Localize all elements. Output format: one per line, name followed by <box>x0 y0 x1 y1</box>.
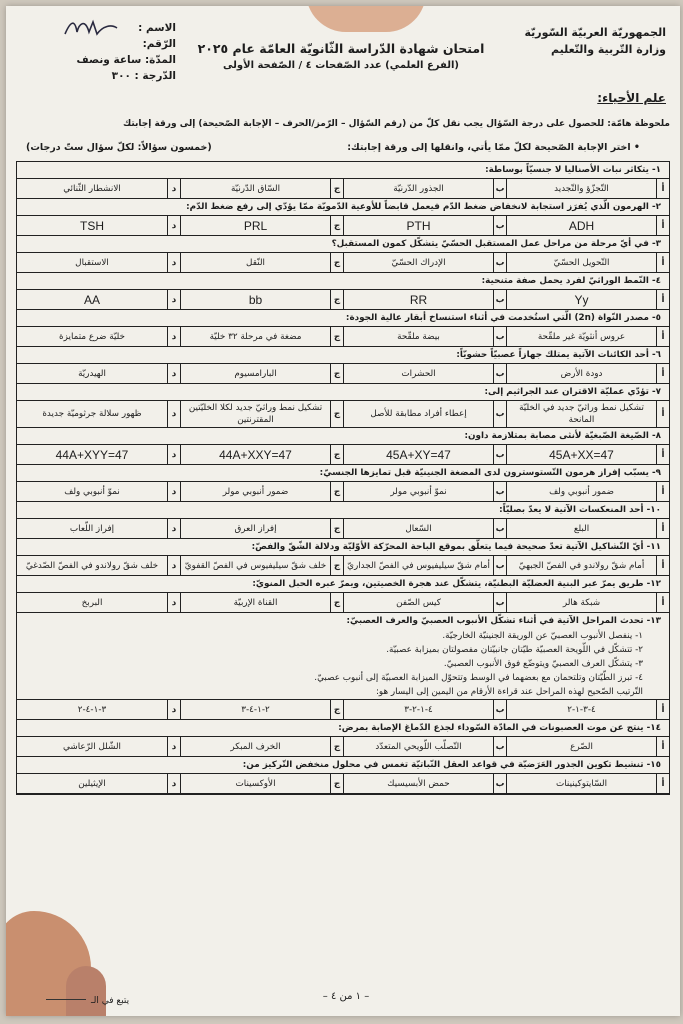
option-cell[interactable] <box>17 519 180 538</box>
question-text: ٢- الهرمون الّذي يُفرَز استجابة لانخفاض ضغط الدّم فيعمل قابضاً للأوعية الدّمويّة ممّا يؤدّي إلى رفع ضغط الدّم: <box>186 202 661 212</box>
option-cell[interactable] <box>180 179 343 198</box>
question <box>17 502 669 539</box>
option-text: PTH <box>343 216 493 235</box>
option-text: الإدراك الحسّيّ <box>343 253 493 272</box>
option-letter: ب <box>493 774 506 793</box>
option-letter: ج <box>330 774 343 793</box>
option-cell[interactable] <box>343 327 506 346</box>
question <box>17 347 669 384</box>
option-text: تشكيل نمط وراثيّ جديد في الخليّة المانحة <box>506 401 656 427</box>
option-text: ٤-٣-١-٢ <box>506 700 656 719</box>
option-letter: د <box>167 593 180 612</box>
option-cell[interactable] <box>17 290 180 309</box>
option-cell[interactable] <box>180 445 343 464</box>
question-text: ١٠- أحد المنعكسات الآتية لا يعدّ بصليّاً: <box>499 505 661 515</box>
options-row <box>17 481 669 501</box>
option-letter: أ <box>656 327 669 346</box>
option-cell[interactable] <box>180 401 343 427</box>
option-cell[interactable] <box>180 253 343 272</box>
option-text: الشّلل الرّعاشي <box>63 741 121 752</box>
subject-title: علم الأحياء: <box>597 91 666 105</box>
option-text: السّايتوكينينات <box>506 774 656 793</box>
option-text: الحشرات <box>343 364 493 383</box>
option-letter: ب <box>493 253 506 272</box>
option-letter: ج <box>330 401 343 427</box>
option-letter: ج <box>330 253 343 272</box>
option-letter: أ <box>656 253 669 272</box>
option-letter: ب <box>493 327 506 346</box>
option-cell[interactable] <box>343 253 506 272</box>
question-step: ٣- يتشكّل العرف العصبيّ ويتوضّع فوق الأنبوب العصبيّ. <box>443 659 643 669</box>
question-text: ١٤- ينتج عن موت العصبونات في المادّة السّوداء لجذع الدّماغ الإصابة بمرض: <box>338 723 661 733</box>
option-cell[interactable] <box>343 482 506 501</box>
options-row <box>17 252 669 272</box>
option-cell[interactable] <box>180 482 343 501</box>
option-text: التّحويل الحسّيّ <box>506 253 656 272</box>
option-letter: د <box>167 737 180 756</box>
option-text: الخرف المبكر <box>180 737 330 756</box>
option-text: البلع <box>506 519 656 538</box>
option-text: نموّ أنبوبي مولر <box>343 482 493 501</box>
option-text: أمام شقّ رولاندو في الفصّ الجبهيّ <box>506 556 656 575</box>
finger-bottom-left-2 <box>66 966 106 1016</box>
option-letter: د <box>167 327 180 346</box>
option-cell[interactable] <box>506 364 669 383</box>
option-letter: ب <box>493 290 506 309</box>
option-text: الأوكسينات <box>180 774 330 793</box>
option-text: إفراز العرق <box>180 519 330 538</box>
option-text: مضغة في مرحلة ٣٢ خليّة <box>180 327 330 346</box>
header-center <box>176 40 506 74</box>
option-cell[interactable] <box>506 216 669 235</box>
option-letter: أ <box>656 179 669 198</box>
option-text: القناة الإربيّة <box>180 593 330 612</box>
question <box>17 576 669 613</box>
option-cell[interactable] <box>17 593 180 612</box>
option-cell[interactable] <box>17 737 180 756</box>
option-letter: د <box>167 253 180 272</box>
question-step: ٢- تتشكّل في اللّويحة العصبيّة طيّتان جانبيّتان مفصولتان بميزابة عصبيّة. <box>386 645 643 655</box>
option-cell[interactable] <box>180 290 343 309</box>
option-cell[interactable] <box>343 519 506 538</box>
option-cell[interactable] <box>180 216 343 235</box>
option-letter: ج <box>330 445 343 464</box>
option-letter: ب <box>493 737 506 756</box>
option-cell[interactable] <box>343 737 506 756</box>
option-letter: ج <box>330 593 343 612</box>
option-text: خلف شقّ سيليفيوس في الفصّ القفويّ <box>180 556 330 575</box>
option-letter: ج <box>330 179 343 198</box>
options-row <box>17 773 669 793</box>
option-letter: أ <box>656 737 669 756</box>
question-text: ٣- في أيّ مرحلة من مراحل عمل المستقبل الحسّيّ يتشكّل كمون المستقبل؟ <box>331 239 661 249</box>
page-number: – ١ من ٤ – <box>322 991 370 1002</box>
question <box>17 613 669 720</box>
option-letter: ج <box>330 216 343 235</box>
finger-shadow-top <box>306 6 426 32</box>
name-label: الاسم : <box>138 22 176 34</box>
question-text: ٦- أحد الكائنات الآتية يمتلك جهازاً عصبيّاً حشويّاً: <box>456 350 661 360</box>
option-cell[interactable] <box>180 556 343 575</box>
option-text: الصّرع <box>506 737 656 756</box>
option-letter: ب <box>493 364 506 383</box>
option-text: الانشطار الثّنائي <box>63 183 121 194</box>
question-text: ٤- النّمط الوراثيّ لفرد يحمل صفة متنحية: <box>481 276 661 286</box>
option-text: PRL <box>180 216 330 235</box>
option-text: AA <box>83 292 100 307</box>
options-row <box>17 518 669 538</box>
option-cell[interactable] <box>343 774 506 793</box>
option-cell[interactable] <box>506 401 669 427</box>
question <box>17 757 669 794</box>
option-text: كيس الصّفن <box>343 593 493 612</box>
option-cell[interactable] <box>506 556 669 575</box>
option-letter: ب <box>493 445 506 464</box>
option-letter: د <box>167 556 180 575</box>
option-cell[interactable] <box>343 401 506 427</box>
continue-note: يتبع في الـ <box>91 996 130 1006</box>
option-text: 45A+XX=47 <box>506 445 656 464</box>
option-cell[interactable] <box>343 216 506 235</box>
question <box>17 236 669 273</box>
options-row <box>17 736 669 756</box>
option-text: ٢-١-٤-٣ <box>180 700 330 719</box>
question-text: ١٥- تنشيط تكوين الجذور العَرَضيّة في قواعد العقل النّباتيّة تغمس في محلول منخفض التّركيز من: <box>242 760 661 770</box>
option-letter: أ <box>656 401 669 427</box>
question <box>17 199 669 236</box>
option-cell[interactable] <box>180 327 343 346</box>
question-text: ١- يتكاثر نبات الأصناليا لا جنسيّاً بوساطة: <box>485 165 661 175</box>
option-text: حمض الأبسيسيك <box>343 774 493 793</box>
question <box>17 273 669 310</box>
option-letter: د <box>167 519 180 538</box>
instruction: • اختر الإجابة الصّحيحة لكلّ ممّا يأتي، وانقلها إلى ورقة إجابتك: <box>347 142 640 153</box>
option-text: السّعال <box>343 519 493 538</box>
question-text: ١٣- تحدث المراحل الآتية في أثناء تشكّل الأنبوب العصبيّ والعرف العصبيّ: <box>346 616 661 626</box>
option-letter: د <box>167 700 180 719</box>
option-cell[interactable] <box>506 327 669 346</box>
question <box>17 162 669 199</box>
option-cell[interactable] <box>343 364 506 383</box>
option-cell[interactable] <box>17 700 180 719</box>
option-letter: د <box>167 401 180 427</box>
option-cell[interactable] <box>17 401 180 427</box>
option-cell[interactable] <box>180 737 343 756</box>
option-text: نموّ أنبوبي ولف <box>64 486 120 497</box>
options-row <box>17 555 669 575</box>
option-cell[interactable] <box>17 364 180 383</box>
exam-subtitle: (الفرع العلمي) عدد الصّفحات ٤ / الصّفحة الأولى <box>223 60 459 71</box>
option-letter: أ <box>656 482 669 501</box>
option-cell[interactable] <box>343 290 506 309</box>
option-letter: ب <box>493 216 506 235</box>
questions-box <box>16 161 670 795</box>
option-text: ضمور أنبوبي مولر <box>180 482 330 501</box>
option-text: الجذور الدّرنيّة <box>343 179 493 198</box>
option-letter: د <box>167 364 180 383</box>
question <box>17 428 669 465</box>
option-letter: د <box>167 482 180 501</box>
question-step: ١- ينفصل الأنبوب العصبيّ عن الوريقة الجنينيّة الخارجيّة. <box>442 631 643 641</box>
option-text: عروس أنثويّة غير ملقّحة <box>506 327 656 346</box>
option-cell[interactable] <box>343 700 506 719</box>
option-letter: ب <box>493 593 506 612</box>
question-text: ١١- أيّ التّشاكيل الآتية تعدّ صحيحة فيما يتعلّق بموقع الباحة المحرّكة الأوّليّة ودلالة الشّقّ والفصّ: <box>251 542 661 552</box>
country-name: الجمهوريّة العربيّة السّوريّة <box>524 26 666 39</box>
option-text: أمام شقّ سيليفيوس في الفصّ الجداريّ <box>343 556 493 575</box>
option-letter: ب <box>493 482 506 501</box>
option-cell[interactable] <box>180 774 343 793</box>
option-letter: د <box>167 179 180 198</box>
option-text: TSH <box>80 218 104 233</box>
option-letter: أ <box>656 556 669 575</box>
option-text: تشكيل نمط وراثيّ جديد لكلا الخليّتين المقترنتين <box>180 401 330 427</box>
option-letter: ج <box>330 556 343 575</box>
ministry-name: وزارة التّربية والتّعليم <box>551 43 666 56</box>
question <box>17 465 669 502</box>
option-letter: ب <box>493 700 506 719</box>
options-row <box>17 215 669 235</box>
options-row <box>17 289 669 309</box>
option-cell[interactable] <box>17 216 180 235</box>
option-text: إعطاء أفراد مطابقة للأصل <box>343 401 493 427</box>
option-letter: ب <box>493 556 506 575</box>
duration-label: المدّة: ساعة ونصف <box>76 54 176 66</box>
option-letter: أ <box>656 519 669 538</box>
option-text: 44A+XXY=47 <box>180 445 330 464</box>
option-text: ADH <box>506 216 656 235</box>
option-text: السّاق الدّرنيّة <box>180 179 330 198</box>
options-row <box>17 699 669 719</box>
option-cell[interactable] <box>180 593 343 612</box>
option-letter: ج <box>330 364 343 383</box>
option-letter: ج <box>330 519 343 538</box>
option-letter: ب <box>493 401 506 427</box>
option-letter: ج <box>330 290 343 309</box>
question <box>17 310 669 347</box>
question-text: ٨- الصّيغة الصّبغيّة لأنثى مصابة بمتلازمة داون: <box>464 431 661 441</box>
option-text: دودة الأرض <box>506 364 656 383</box>
marks-info: (خمسون سؤالاً: لكلّ سؤال ستّ درجات) <box>26 142 212 153</box>
option-text: البارامسيوم <box>180 364 330 383</box>
option-letter: أ <box>656 290 669 309</box>
option-cell[interactable] <box>506 290 669 309</box>
option-cell[interactable] <box>506 253 669 272</box>
option-text: bb <box>180 290 330 309</box>
option-cell[interactable] <box>17 556 180 575</box>
option-text: RR <box>343 290 493 309</box>
option-text: بيضة ملقّحة <box>343 327 493 346</box>
option-letter: أ <box>656 700 669 719</box>
option-letter: أ <box>656 593 669 612</box>
option-cell[interactable] <box>17 774 180 793</box>
option-text: خليّة ضرع متمايزة <box>59 331 125 342</box>
question-step: ٤- تبرز الطّيّتان وتلتحمان مع بعضهما في الوسط وتتحوّل الميزابة العصبيّة إلى أنبوب عصبيّ. <box>314 673 643 683</box>
option-cell[interactable] <box>506 445 669 464</box>
option-cell[interactable] <box>506 519 669 538</box>
option-text: الاستقبال <box>75 257 109 268</box>
order-text: التّرتيب الصّحيح لهذه المراحل عند قراءة الأرقام من اليمين إلى اليسار هو: <box>375 687 643 697</box>
option-letter: أ <box>656 774 669 793</box>
options-row <box>17 444 669 464</box>
option-cell[interactable] <box>506 774 669 793</box>
option-cell[interactable] <box>180 519 343 538</box>
option-cell[interactable] <box>17 327 180 346</box>
header-right <box>524 24 666 58</box>
option-cell[interactable] <box>17 482 180 501</box>
options-row <box>17 178 669 198</box>
option-cell[interactable] <box>506 482 669 501</box>
question-text: ٩- يسبّب إفراز هرمون التّستوسترون لدى المضغة الجنينيّة قبل تمايزها الجنسيّ: <box>319 468 661 478</box>
grade-label: الدّرجة : ٣٠٠ <box>111 70 176 82</box>
option-cell[interactable] <box>17 445 180 464</box>
option-letter: ب <box>493 179 506 198</box>
option-text: شبكة هالر <box>506 593 656 612</box>
option-cell[interactable] <box>17 179 180 198</box>
option-text: ٣-١-٤-٢ <box>77 704 107 715</box>
option-cell[interactable] <box>180 364 343 383</box>
option-text: 45A+XY=47 <box>343 445 493 464</box>
question <box>17 384 669 428</box>
option-text: التّجزّؤ والتّجديد <box>506 179 656 198</box>
option-letter: ج <box>330 327 343 346</box>
options-row <box>17 400 669 427</box>
option-cell[interactable] <box>506 593 669 612</box>
option-cell[interactable] <box>343 593 506 612</box>
question-text: ١٢- طريق يمرّ عبر البنية العضليّة البطنيّة، يتشكّل عند هجرة الخصيتين، ويمرّ عبره الحبل المنويّ: <box>252 579 661 589</box>
option-letter: ج <box>330 737 343 756</box>
option-text: خلف شقّ رولاندو في الفصّ الصّدغيّ <box>25 560 159 571</box>
option-letter: د <box>167 290 180 309</box>
option-letter: ج <box>330 700 343 719</box>
option-text: الهيدريّة <box>78 368 106 379</box>
option-letter: ج <box>330 482 343 501</box>
question-text: ٧- تؤدّي عمليّة الاقتران عند الجراثيم إلى: <box>484 387 661 397</box>
header-left <box>46 20 176 84</box>
option-cell[interactable] <box>343 556 506 575</box>
option-cell[interactable] <box>506 737 669 756</box>
option-text: النّقل <box>180 253 330 272</box>
option-letter: أ <box>656 216 669 235</box>
option-text: البربخ <box>81 597 103 608</box>
question <box>17 539 669 576</box>
option-text: Yy <box>506 290 656 309</box>
option-cell[interactable] <box>506 700 669 719</box>
option-letter: د <box>167 774 180 793</box>
option-text: ضمور أنبوبي ولف <box>506 482 656 501</box>
number-label: الرّقم: <box>142 38 176 50</box>
important-note: ملحوظة هامّة: للحصول على درجة السّؤال يجب نقل كلّ من (رقم السّؤال – الرّمز/الحرف – الإجابة الصّحيحة) إلى ورقة إجابتك <box>122 119 670 129</box>
option-text: ٤-١-٢-٣ <box>343 700 493 719</box>
option-letter: د <box>167 216 180 235</box>
option-letter: د <box>167 445 180 464</box>
option-cell[interactable] <box>506 179 669 198</box>
option-cell[interactable] <box>343 179 506 198</box>
option-text: 44A+XYY=47 <box>55 447 129 462</box>
option-text: الإيثيلين <box>78 778 106 789</box>
option-cell[interactable] <box>180 700 343 719</box>
option-letter: أ <box>656 364 669 383</box>
exam-title: امتحان شهادة الدّراسة الثّانويّة العامّة عام ٢٠٢٥ <box>197 41 485 56</box>
option-cell[interactable] <box>343 445 506 464</box>
option-text: التّصلّب اللّويحي المتعدّد <box>343 737 493 756</box>
option-cell[interactable] <box>17 253 180 272</box>
options-row <box>17 326 669 346</box>
option-text: إفراز اللّعاب <box>69 523 115 534</box>
question <box>17 720 669 757</box>
option-text: ظهور سلالة جرثوميّة جديدة <box>42 409 142 419</box>
option-letter: ب <box>493 519 506 538</box>
options-row <box>17 592 669 612</box>
dash-line <box>46 999 86 1000</box>
question-text: ٥- مصدر النّواة (2n) الّتي استُخدمت في أثناء استنساخ أبقار عالية الجودة: <box>345 313 661 323</box>
exam-page <box>6 6 680 1016</box>
options-row <box>17 363 669 383</box>
option-letter: أ <box>656 445 669 464</box>
